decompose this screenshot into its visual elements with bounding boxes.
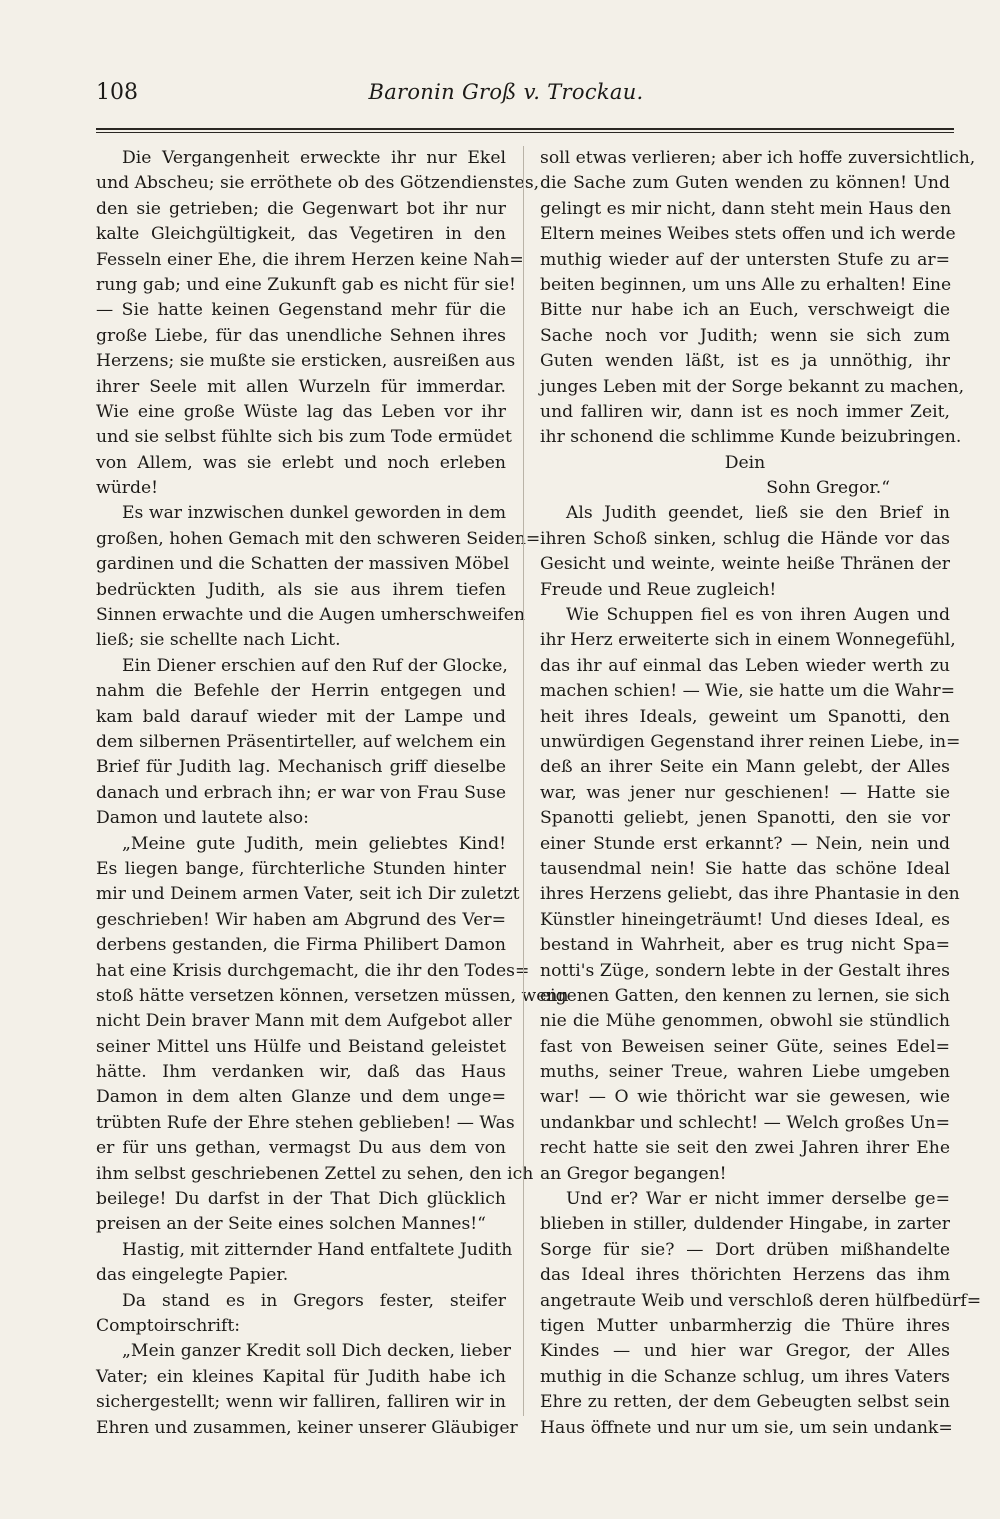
text-line: Brief für Judith lag. Mechanisch griff dieselbe <box>96 757 506 778</box>
text-line: das Ideal ihres thörichten Herzens das ihm <box>540 1265 950 1286</box>
text-line: nicht Dein braver Mann mit dem Aufgebot aller <box>96 1011 512 1032</box>
text-line: großen, hohen Gemach mit den schweren Seiden= <box>96 528 541 549</box>
text-line: heit ihres Ideals, geweint um Spanotti, den <box>540 706 950 727</box>
text-line: Herzens; sie mußte sie ersticken, ausreißen aus <box>96 351 516 372</box>
text-line: blieben in stiller, duldender Hingabe, in zarter <box>540 1214 950 1235</box>
text-line: Ehren und zusammen, keiner unserer Gläubiger <box>96 1417 518 1438</box>
text-line: notti's Züge, sondern lebte in der Gestalt ihres <box>540 960 950 981</box>
text-line: sichergestellt; wenn wir falliren, falliren wir in <box>96 1392 506 1413</box>
text-line: recht hatte sie seit den zwei Jahren ihrer Ehe <box>540 1138 950 1159</box>
text-line: würde! <box>96 478 159 499</box>
text-line: geschrieben! Wir haben am Abgrund des Ver= <box>96 909 506 930</box>
text-line: ließ; sie schellte nach Licht. <box>96 630 341 651</box>
text-line: war! — O wie thöricht war sie gewesen, wie <box>540 1087 950 1108</box>
text-line: ihres Herzens geliebt, das ihre Phantasie in den <box>540 884 960 905</box>
left-column <box>96 146 569 1441</box>
text-line: junges Leben mit der Sorge bekannt zu machen, <box>540 376 965 397</box>
text-line: stoß hätte versetzen können, versetzen müssen, wenn <box>96 985 569 1006</box>
header-rule <box>96 128 954 130</box>
text-line: bedrückten Judith, als sie aus ihrem tiefen <box>96 579 506 600</box>
page-number: 108 <box>96 80 138 105</box>
text-line: beilege! Du darfst in der That Dich glücklich <box>96 1189 506 1210</box>
text-line: ihm selbst geschriebenen Zettel zu sehen, den ich <box>96 1163 534 1184</box>
column-divider <box>523 146 524 1416</box>
text-line: muths, seiner Treue, wahren Liebe umgeben <box>540 1062 950 1083</box>
text-line: Sache noch vor Judith; wenn sie sich zum <box>540 325 950 346</box>
text-line: ihr schonend die schlimme Kunde beizubringen. <box>540 427 962 448</box>
text-line: seiner Mittel uns Hülfe und Beistand geleistet <box>96 1036 506 1057</box>
text-line: Sohn Gregor.“ <box>766 478 890 499</box>
text-line: Hastig, mit zitternder Hand entfaltete Judith <box>122 1239 513 1260</box>
text-line: Da stand es in Gregors fester, steifer <box>122 1290 506 1311</box>
text-line: kam bald darauf wieder mit der Lampe und <box>96 706 506 727</box>
text-line: rung gab; und eine Zukunft gab es nicht für sie! <box>96 274 516 295</box>
text-line: danach und erbrach ihn; er war von Frau Suse <box>96 782 506 803</box>
text-line: „Meine gute Judith, mein geliebtes Kind! <box>122 833 506 854</box>
page-header <box>96 80 914 116</box>
text-line: dem silbernen Präsentirteller, auf welchem ein <box>96 731 506 752</box>
text-line: gelingt es mir nicht, dann steht mein Haus den <box>540 198 952 219</box>
text-line: Guten wenden läßt, ist es ja unnöthig, ihr <box>540 351 950 372</box>
text-line: Bitte nur habe ich an Euch, verschweigt die <box>540 300 950 321</box>
header-rule-thin <box>96 132 954 133</box>
text-line: und Abscheu; sie erröthete ob des Götzendienstes, <box>96 173 540 194</box>
text-line: Haus öffnete und nur um sie, um sein undank= <box>540 1417 953 1438</box>
text-line: ihren Schoß sinken, schlug die Hände vor das <box>540 528 950 549</box>
text-line: bestand in Wahrheit, aber es trug nicht Spa= <box>540 935 950 956</box>
text-line: beiten beginnen, um uns Alle zu erhalten! Eine <box>540 274 952 295</box>
text-line: Dein <box>724 452 766 473</box>
text-line: unwürdigen Gegenstand ihrer reinen Liebe, in= <box>540 731 961 752</box>
text-line: undankbar und schlecht! — Welch großes Un= <box>540 1112 950 1133</box>
text-line: angetraute Weib und verschloß deren hülfbedürf= <box>540 1290 982 1311</box>
text-line: den sie getrieben; die Gegenwart bot ihr nur <box>96 198 506 219</box>
text-line: von Allem, was sie erlebt und noch erleben <box>96 452 506 473</box>
text-line: Künstler hineingeträumt! Und dieses Ideal, es <box>540 909 950 930</box>
text-line: kalte Gleichgültigkeit, das Vegetiren in den <box>96 224 506 245</box>
text-line: war, was jener nur geschienen! — Hatte sie <box>540 782 950 803</box>
text-line: nahm die Befehle der Herrin entgegen und <box>96 681 506 702</box>
text-line: Comptoirschrift: <box>96 1315 241 1336</box>
text-line: trübten Rufe der Ehre stehen geblieben! — Was <box>96 1112 515 1133</box>
text-line: Wie eine große Wüste lag das Leben vor ihr <box>96 401 506 422</box>
text-line: das eingelegte Papier. <box>96 1265 289 1286</box>
text-line: eigenen Gatten, den kennen zu lernen, sie sich <box>540 985 950 1006</box>
text-line: er für uns gethan, vermagst Du aus dem von <box>96 1138 506 1159</box>
text-line: Es war inzwischen dunkel geworden in dem <box>122 503 506 524</box>
text-line: muthig in die Schanze schlug, um ihres Vaters <box>540 1366 950 1387</box>
text-line: Es liegen bange, fürchterliche Stunden hinter <box>96 858 506 879</box>
text-line: hätte. Ihm verdanken wir, daß das Haus <box>96 1062 506 1083</box>
text-line: deß an ihrer Seite ein Mann gelebt, der Alles <box>540 757 950 778</box>
text-line: hat eine Krisis durchgemacht, die ihr den Todes= <box>96 960 530 981</box>
text-line: tigen Mutter unbarmherzig die Thüre ihres <box>540 1315 950 1336</box>
text-line: Ehre zu retten, der dem Gebeugten selbst sein <box>540 1392 950 1413</box>
text-line: Spanotti geliebt, jenen Spanotti, den sie vor <box>540 808 950 829</box>
text-line: nie die Mühe genommen, obwohl sie stündlich <box>540 1011 950 1032</box>
text-line: mir und Deinem armen Vater, seit ich Dir zuletzt <box>96 884 520 905</box>
text-line: das ihr auf einmal das Leben wieder werth zu <box>540 655 950 676</box>
text-line: Wie Schuppen fiel es von ihren Augen und <box>566 605 950 626</box>
text-line: Die Vergangenheit erweckte ihr nur Ekel <box>122 148 506 168</box>
text-line: an Gregor begangen! <box>540 1163 727 1184</box>
text-line: Sorge für sie? — Dort drüben mißhandelte <box>540 1239 950 1260</box>
text-line: Als Judith geendet, ließ sie den Brief in <box>566 503 950 524</box>
text-line: derbens gestanden, die Firma Philibert Damon <box>96 935 506 956</box>
text-line: ihr Herz erweiterte sich in einem Wonnegefühl, <box>540 630 956 651</box>
text-line: Vater; ein kleines Kapital für Judith habe ich <box>96 1366 506 1387</box>
text-line: Und er? War er nicht immer derselbe ge= <box>566 1189 950 1210</box>
text-line: Kindes — und hier war Gregor, der Alles <box>540 1341 950 1362</box>
text-line: und falliren wir, dann ist es noch immer Zeit, <box>540 401 950 422</box>
text-line: Ein Diener erschien auf den Ruf der Glocke, <box>122 655 508 676</box>
text-line: große Liebe, für das unendliche Sehnen ihres <box>96 325 506 346</box>
text-line: gardinen und die Schatten der massiven Möbel <box>96 554 510 575</box>
text-line: machen schien! — Wie, sie hatte um die Wahr= <box>540 681 955 702</box>
running-title: Baronin Groß v. Trockau. <box>368 80 644 104</box>
text-line: preisen an der Seite eines solchen Mannes!“ <box>96 1214 486 1235</box>
text-line: „Mein ganzer Kredit soll Dich decken, lieber <box>122 1341 512 1362</box>
right-column <box>540 146 982 1441</box>
text-line: — Sie hatte keinen Gegenstand mehr für die <box>96 300 506 321</box>
text-line: fast von Beweisen seiner Güte, seines Edel= <box>540 1036 950 1057</box>
text-line: Fesseln einer Ehe, die ihrem Herzen keine Nah= <box>96 249 524 270</box>
text-line: muthig wieder auf der untersten Stufe zu ar= <box>540 249 950 270</box>
text-line: ihrer Seele mit allen Wurzeln für immerdar. <box>96 376 506 397</box>
text-line: die Sache zum Guten wenden zu können! Und <box>540 173 950 194</box>
text-line: und sie selbst fühlte sich bis zum Tode ermüdet <box>96 427 512 448</box>
text-line: soll etwas verlieren; aber ich hoffe zuversichtlich, <box>540 148 976 168</box>
text-line: Sinnen erwachte und die Augen umherschweifen <box>96 605 525 626</box>
text-line: Freude und Reue zugleich! <box>540 579 777 600</box>
text-line: Eltern meines Weibes stets offen und ich werde <box>540 224 956 245</box>
text-line: tausendmal nein! Sie hatte das schöne Ideal <box>540 858 950 879</box>
text-line: Damon und lautete also: <box>96 808 309 829</box>
text-line: einer Stunde erst erkannt? — Nein, nein und <box>540 833 950 854</box>
text-line: Gesicht und weinte, weinte heiße Thränen der <box>540 554 950 575</box>
text-line: Damon in dem alten Glanze und dem unge= <box>96 1087 506 1108</box>
